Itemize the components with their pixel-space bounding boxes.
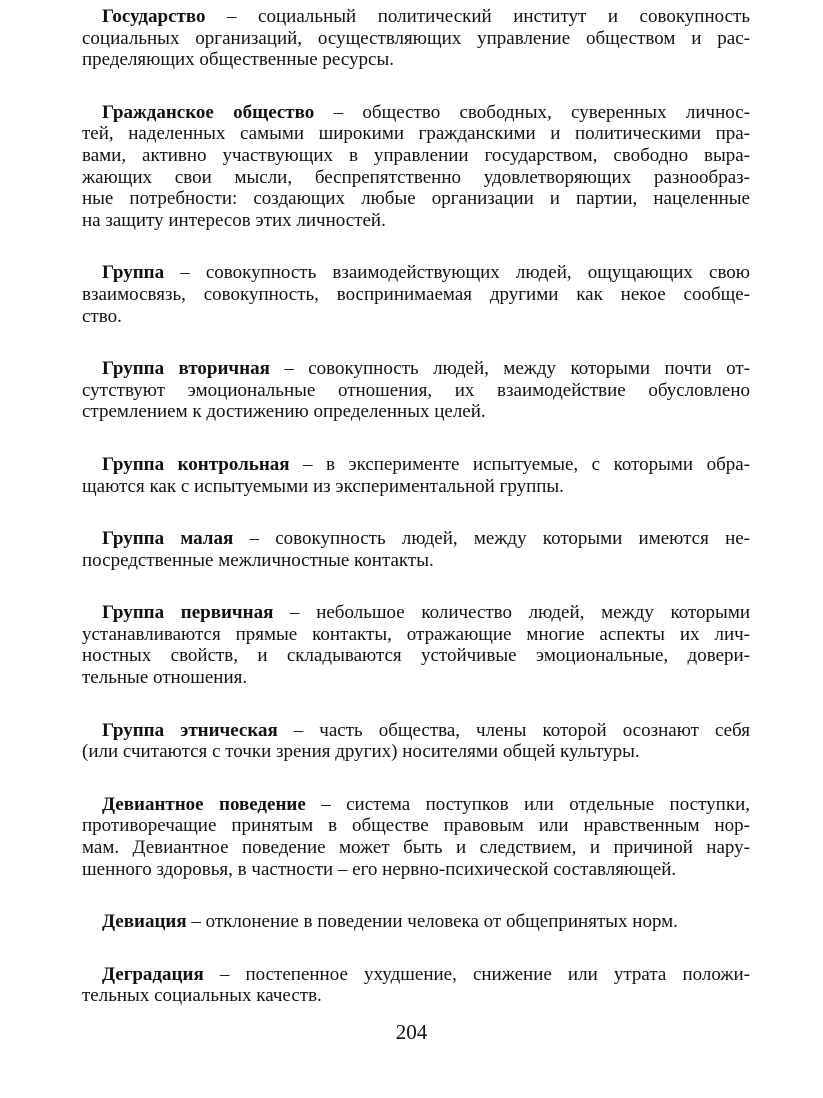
entry-first-line xyxy=(82,454,750,476)
entry-line: пределяющих общественные ресурсы. xyxy=(82,49,394,71)
entry-first-line xyxy=(82,102,750,124)
entry-line: сутствуют эмоциональные отношения, их взаимодействие обусловлено xyxy=(82,379,750,401)
entry-first-line xyxy=(82,720,750,742)
entry-text: – общество свободных, суверенных личнос- xyxy=(314,101,750,123)
entry-line: щаются как с испытуемыми из экспериментальной группы. xyxy=(82,475,564,497)
glossary-entry-gruppa xyxy=(82,262,750,327)
entry-line: ные потребности: создающих любые организации и партии, нацеленные xyxy=(82,188,750,210)
entry-term: Группа этническая xyxy=(102,719,278,741)
entry-text: – совокупность взаимодействующих людей, ощущающих свою xyxy=(164,262,750,284)
entry-text: – постепенное ухудшение, снижение или утрата положи- xyxy=(203,963,750,985)
entry-first-line xyxy=(82,6,750,28)
entry-first-line xyxy=(82,964,750,986)
glossary-entry-grazhdanskoe-obshchestvo xyxy=(82,102,750,232)
entry-line: (или считаются с точки зрения других) носителями общей культуры. xyxy=(82,741,640,763)
entry-term: Гражданское общество xyxy=(102,101,315,123)
glossary-entry-degradatsiya xyxy=(82,964,750,1007)
glossary-entry-gruppa-pervichnaya xyxy=(82,602,750,688)
entry-line: социальных организаций, осуществляющих управление обществом и рас- xyxy=(82,27,750,49)
entry-line: посредственные межличностные контакты. xyxy=(82,549,434,571)
entry-line: ностных свойств, и складываются устойчивые эмоциональные, довери- xyxy=(82,645,750,667)
entry-first-line xyxy=(82,911,750,933)
entry-term: Девиантное поведение xyxy=(102,793,306,815)
entry-text: – совокупность людей, между которыми почти от- xyxy=(269,358,750,380)
entry-term: Государство xyxy=(102,6,206,27)
entry-term: Группа малая xyxy=(102,528,234,550)
glossary-entry-gosudarstvo xyxy=(82,6,750,71)
entry-term: Деградация xyxy=(102,963,204,985)
entry-term: Девиация xyxy=(102,911,187,933)
entry-line: на защиту интересов этих личностей. xyxy=(82,209,386,231)
entry-first-line xyxy=(82,528,750,550)
glossary-entry-gruppa-vtorichnaya xyxy=(82,358,750,423)
glossary-entry-gruppa-kontrolnaya xyxy=(82,454,750,497)
entry-first-line xyxy=(82,602,750,624)
entry-term: Группа контрольная xyxy=(102,453,290,475)
entry-text: – отклонение в поведении человека от общепринятых норм. xyxy=(186,911,678,933)
page-body xyxy=(82,6,750,1038)
entry-line: устанавливаются прямые контакты, отражающие многие аспекты их лич- xyxy=(82,623,750,645)
entry-text: – система поступков или отдельные поступки, xyxy=(305,793,750,815)
entry-line: стремлением к достижению определенных целей. xyxy=(82,401,486,423)
entry-line: вами, активно участвующих в управлении государством, свободно выра- xyxy=(82,144,750,166)
entry-first-line xyxy=(82,262,750,284)
glossary-entry-deviantnoe-povedenie xyxy=(82,794,750,880)
page-number: 204 xyxy=(395,1020,428,1044)
entry-line: мам. Девиантное поведение может быть и следствием, и причиной нару- xyxy=(82,837,750,859)
entry-line: жающих свои мысли, беспрепятственно удовлетворяющих разнообраз- xyxy=(82,166,750,188)
glossary-entry-deviatsiya xyxy=(82,911,750,933)
entry-text: – небольшое количество людей, между которыми xyxy=(273,602,751,624)
entry-line: шенного здоровья, в частности – его нервно-психической составляющей. xyxy=(82,858,677,880)
entry-line: тельные отношения. xyxy=(82,667,248,689)
entry-term: Группа первичная xyxy=(102,602,274,624)
glossary-entry-gruppa-etnicheskaya xyxy=(82,720,750,763)
entry-first-line xyxy=(82,358,750,380)
entry-line: противоречащие принятым в обществе правовым или нравственным нор- xyxy=(82,815,750,837)
entry-line: тельных социальных качеств. xyxy=(82,985,322,1007)
entry-line: ство. xyxy=(82,305,122,327)
entry-line: тей, наделенных самыми широкими гражданскими и политическими пра- xyxy=(82,123,750,145)
entry-text: – социальный политический институт и совокупность xyxy=(205,6,750,27)
entry-term: Группа xyxy=(102,262,165,284)
entry-text: – совокупность людей, между которыми имеются не- xyxy=(233,528,750,550)
entry-text: – часть общества, члены которой осознают себя xyxy=(277,719,750,741)
entry-term: Группа вторичная xyxy=(102,358,270,380)
entry-text: – в эксперименте испытуемые, с которыми обра- xyxy=(289,453,750,475)
entry-first-line xyxy=(82,794,750,816)
entry-line: взаимосвязь, совокупность, воспринимаемая другими как некое сообще- xyxy=(82,283,750,305)
glossary-entry-gruppa-malaya xyxy=(82,528,750,571)
